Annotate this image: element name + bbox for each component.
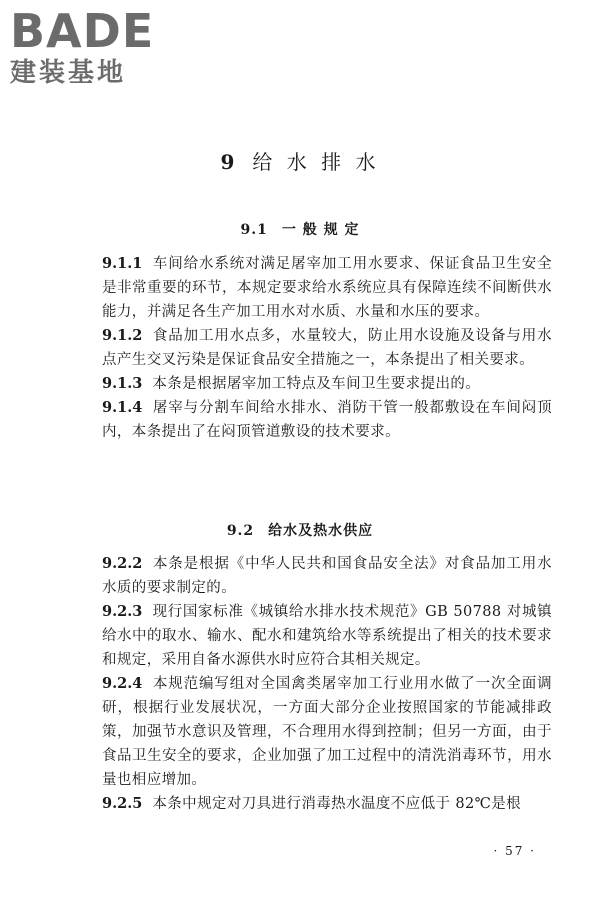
clause-number: 9.1.1 [102, 255, 143, 272]
section-title-9-2 [0, 520, 600, 540]
bade-logo [10, 6, 180, 90]
clause-9-1-4 [102, 396, 552, 444]
clause-text: 食品加工用水点多，水量较大，防止用水设施及设备与用水点产生交叉污染是保证食品安全措施之一，本条提出了相关要求。 [102, 328, 552, 368]
clause-number: 9.1.2 [102, 327, 143, 344]
clause-number: 9.1.3 [102, 375, 143, 392]
clause-text: 本规范编写组对全国禽类屠宰加工行业用水做了一次全面调研，根据行业发展状况，一方面大部分企业按照国家的节能减排政策，加强节水意识及管理，不合理用水得到控制；但另一方面，由于食品卫生安全的要求，企业加强了加工过程中的清洗消毒环节，用水量也相应增加。 [102, 676, 552, 788]
clause-9-1-3 [102, 372, 552, 396]
clause-number: 9.1.4 [102, 399, 143, 416]
clause-number: 9.2.2 [102, 555, 143, 572]
clause-9-1-2 [102, 324, 552, 372]
logo-wordmark: BADE [10, 4, 155, 58]
clause-9-2-3 [102, 600, 552, 672]
section-name: 一 般 规 定 [281, 222, 360, 238]
clause-9-2-5 [102, 792, 552, 816]
chapter-name: 给 水 排 水 [252, 150, 380, 174]
section-title-9-1 [0, 219, 600, 239]
clause-text: 本条中规定对刀具进行消毒热水温度不应低于 82℃是根 [152, 796, 522, 812]
clause-text: 屠宰与分割车间给水排水、消防干管一般都敷设在车间闷顶内，本条提出了在闷顶管道敷设的技术要求。 [102, 400, 552, 440]
clause-9-1-1 [102, 252, 552, 324]
clause-text: 现行国家标准《城镇给水排水技术规范》GB 50788 对城镇给水中的取水、输水、配水和建筑给水等系统提出了相关的技术要求和规定，采用自备水源供水时应符合其相关规定。 [102, 604, 552, 668]
clause-text: 本条是根据屠宰加工特点及车间卫生要求提出的。 [152, 376, 481, 392]
clause-text: 本条是根据《中华人民共和国食品安全法》对食品加工用水水质的要求制定的。 [102, 556, 552, 596]
clause-number: 9.2.3 [102, 603, 143, 620]
clause-9-2-4 [102, 672, 552, 792]
clause-number: 9.2.5 [102, 795, 143, 812]
clause-9-2-2 [102, 552, 552, 600]
section-name: 给水及热水供应 [268, 523, 374, 539]
clause-text: 车间给水系统对满足屠宰加工用水要求、保证食品卫生安全是非常重要的环节，本规定要求给水系统应具有保障连续不间断供水能力，并满足各生产加工用水对水质、水量和水压的要求。 [102, 256, 552, 320]
logo-subtitle: 建装基地 [10, 58, 127, 88]
chapter-number: 9 [220, 150, 239, 174]
section-9-1-body [102, 252, 552, 444]
page-number: · 57 · [493, 844, 536, 858]
section-number: 9.2 [226, 523, 255, 539]
section-9-2-body [102, 552, 552, 816]
section-number: 9.1 [240, 222, 268, 238]
chapter-title [0, 146, 600, 175]
clause-number: 9.2.4 [102, 675, 143, 692]
